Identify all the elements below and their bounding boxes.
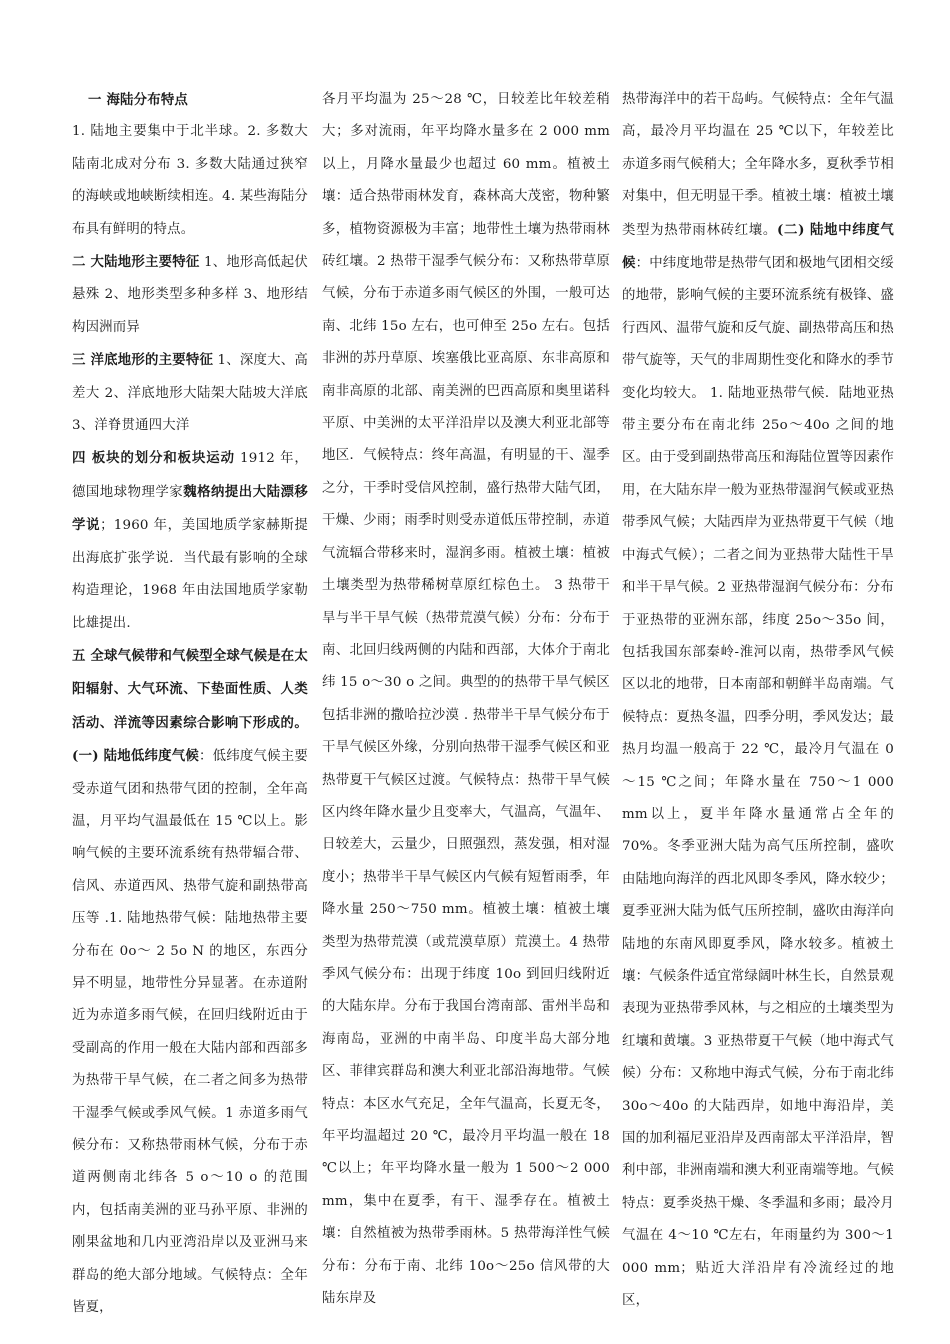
heading-land-sea-distribution: 一 海陆分布特点 bbox=[88, 92, 188, 108]
text-tropical-maritime-end: 热带海洋中的若干岛屿。气候特点：全年气温高，最冷月平均温在 25 ℃以下，年较差比赤道多雨气候稍大；全年降水多，夏秋季节相对集中，但无明显干季。植被土壤：植被土壤类型为热带雨林砖红壤。 bbox=[622, 92, 894, 238]
text-ocean-floor: 1、深度大、高差大 2、洋底地形大陆架大陆坡大洋底 3、洋脊贯通四大洋 bbox=[72, 353, 308, 434]
column-right bbox=[622, 84, 894, 1317]
text-plate-tectonics-2: ；1960 年，美国地质学家赫斯提出海底扩张学说．当代最有影响的全球构造理论，1968 年由法国地质学家勒比雄提出. bbox=[72, 518, 309, 631]
column-left bbox=[72, 84, 308, 1324]
text-continental-landform: 1、地形高低起伏悬殊 2、地形类型多种多样 3、地形结构因洲而异 bbox=[72, 255, 309, 335]
column-middle bbox=[322, 84, 610, 1315]
text-wegener-emphasis: 魏格纳提出大陆漂移学说 bbox=[72, 483, 308, 534]
paragraph-climate-zones bbox=[72, 640, 308, 1325]
paragraph-mid-latitude bbox=[622, 84, 894, 1317]
heading-climate-zones: 五 全球气候带和气候型全球气候是在太阳辐射、大气环流、下垫面性质、人类活动、洋流等因素综合影响下形成的。(一) 陆地低纬度气候 bbox=[72, 647, 308, 765]
paragraph-land-sea-features: 1. 陆地主要集中于北半球。2. 多数大陆南北成对分布 3. 多数大陆通过狭窄的海峡或地峡断续相连。4. 某些海陆分布具有鲜明的特点。 bbox=[72, 124, 308, 237]
text-low-latitude-climate: ：低纬度气候主要受赤道气团和热带气团的控制，全年高温，月平均气温最低在 15 ℃以上。影响气候的主要环流系统有热带辐合带、信风、赤道西风、热带气旋和副热带高压等 .1. 陆地热带气候：陆地热带主要分布在 0o～ 2 5o N 的地区，东西分异不明显，地带性分异显著。在赤道附近为赤道多雨气候，在回归线附近由于受副高的作用一般在大陆内部和西部多为热带干旱气候，在二者之间多为热带干湿季气候或季风气候。1 赤道多雨气候分布：又称热带雨林气候，分布于赤道两侧南北纬各 5 o～10 o 的范围内，包括南美洲的亚马孙平原、非洲的刚果盆地和几内亚湾沿岸以及亚洲马来群岛的绝大部分地域。气候特点：全年皆夏， bbox=[72, 749, 308, 1316]
paragraph-continental-landform bbox=[72, 246, 308, 344]
heading-mid-latitude-climate: (二) 陆地中纬度气候 bbox=[622, 221, 894, 272]
text-plate-tectonics-1: 1912 年，德国地球物理学家 bbox=[72, 451, 308, 500]
heading-continental-landform: 二 大陆地形主要特征 bbox=[72, 254, 200, 271]
paragraph-tropical-climates: 各月平均温为 25～28 ℃，日较差比年较差稍大；多对流雨，年平均降水量多在 2 000 mm 以上，月降水量最少也超过 60 mm。植被土壤：适合热带雨林发育，森林高大茂密，物种繁多，植物资源极为丰富；地带性土壤为热带雨林砖红壤。2 热带干湿季气候分布：又称热带草原气候，分布于赤道多雨气候区的外围，一般可达南、北纬 15o 左右，也可伸至 25o 左右。包括非洲的苏丹草原、埃塞俄比亚高原、东非高原和南非高原的北部、南美洲的巴西高原和奥里诺科平原、中美洲的太平洋沿岸以及澳大利亚北部等地区．气候特点：终年高温，有明显的干、湿季之分，干季时受信风控制，盛行热带大陆气团，干燥、少雨；雨季时则受赤道低压带控制，赤道气流辐合带移来时，湿润多雨。植被土壤：植被土壤类型为热带稀树草原红棕色土。 3 热带干旱与半干旱气候（热带荒漠气候）分布：分布于南、北回归线两侧的内陆和西部，大体介于南北纬 15 o～30 o 之间。典型的的热带干旱气候区包括非洲的撒哈拉沙漠 . 热带半干旱气候分布于干旱气候区外缘，分别向热带干湿季气候区和亚热带夏干气候区过渡。气候特点：热带干旱气候区内终年降水量少且变率大，气温高，气温年、日较差大，云量少，日照强烈，蒸发强，相对湿度小；热带半干旱气候区内气候有短暂雨季，年降水量 250～750 mm。植被土壤：植被土壤类型为热带荒漠（或荒漠草原）荒漠土。4 热带季风气候分布：出现于纬度 10o 到回归线附近的大陆东岸。分布于我国台湾南部、雷州半岛和海南岛，亚洲的中南半岛、印度半岛大部分地区、菲律宾群岛和澳大利亚北部沿海地带。气候特点：本区水气充足，全年气温高，长夏无冬，年平均温超过 20 ℃，最冷月平均温一般在 18 ℃以上；年平均降水量一般为 1 500～2 000 mm，集中在夏季，有干、湿季存在。植被土壤：自然植被为热带季雨林。5 热带海洋性气候分布：分布于南、北纬 10o～25o 信风带的大陆东岸及 bbox=[322, 92, 610, 1307]
heading-plate-tectonics: 四 板块的划分和板块运动 bbox=[72, 450, 235, 467]
heading-ocean-floor: 三 洋底地形的主要特征 bbox=[72, 352, 214, 369]
paragraph-ocean-floor bbox=[72, 344, 308, 442]
paragraph-plate-tectonics bbox=[72, 442, 308, 639]
text-mid-latitude-climate: ：中纬度地带是热带气团和极地气团相交绥的地带，影响气候的主要环流系统有极锋、盛行西风、温带气旋和反气旋、副热带高压和热带气旋等，天气的非周期性变化和降水的季节变化均较大。 1. 陆地亚热带气候．陆地亚热带主要分布在南北纬 25o～40o 之间的地区。由于受到副热带高压和海陆位置等因素作用，在大陆东岸一般为亚热带湿润气候或亚热带季风气候；大陆西岸为亚热带夏干气候（地中海式气候）；二者之间为亚热带大陆性干旱和半干旱气候。2 亚热带湿润气候分布：分布于亚热带的亚洲东部，纬度 25o～35o 间，包括我国东部秦岭-淮河以南，热带季风气候区以北的地带，日本南部和朝鲜半岛南端。气候特点：夏热冬温，四季分明，季风发达；最热月均温一般高于 22 ℃，最冷月气温在 0～15 ℃之间；年降水量在 750～1 000 mm以上，夏半年降水量通常占全年的 70%。冬季亚洲大陆为高气压所控制，盛吹由陆地向海洋的西北风即冬季风，降水较少；夏季亚洲大陆为低气压所控制，盛吹由海洋向陆地的东南风即夏季风，降水较多。植被土壤：气候条件适宜常绿阔叶林生长，自然景观表现为亚热带季风林，与之相应的土壤类型为红壤和黄壤。3 亚热带夏干气候（地中海式气候）分布：又称地中海式气候，分布于南北纬 30o～40o 的大陆西岸，如地中海沿岸，美国的加利福尼亚沿岸及西南部太平洋沿岸，智利中部，非洲南端和澳大利亚南端等地。气候特点：夏季炎热干燥、冬季温和多雨；最冷月气温在 4～10 ℃左右，年雨量约为 300～1 000 mm；贴近大洋沿岸有冷流经过的地区， bbox=[622, 256, 894, 1309]
